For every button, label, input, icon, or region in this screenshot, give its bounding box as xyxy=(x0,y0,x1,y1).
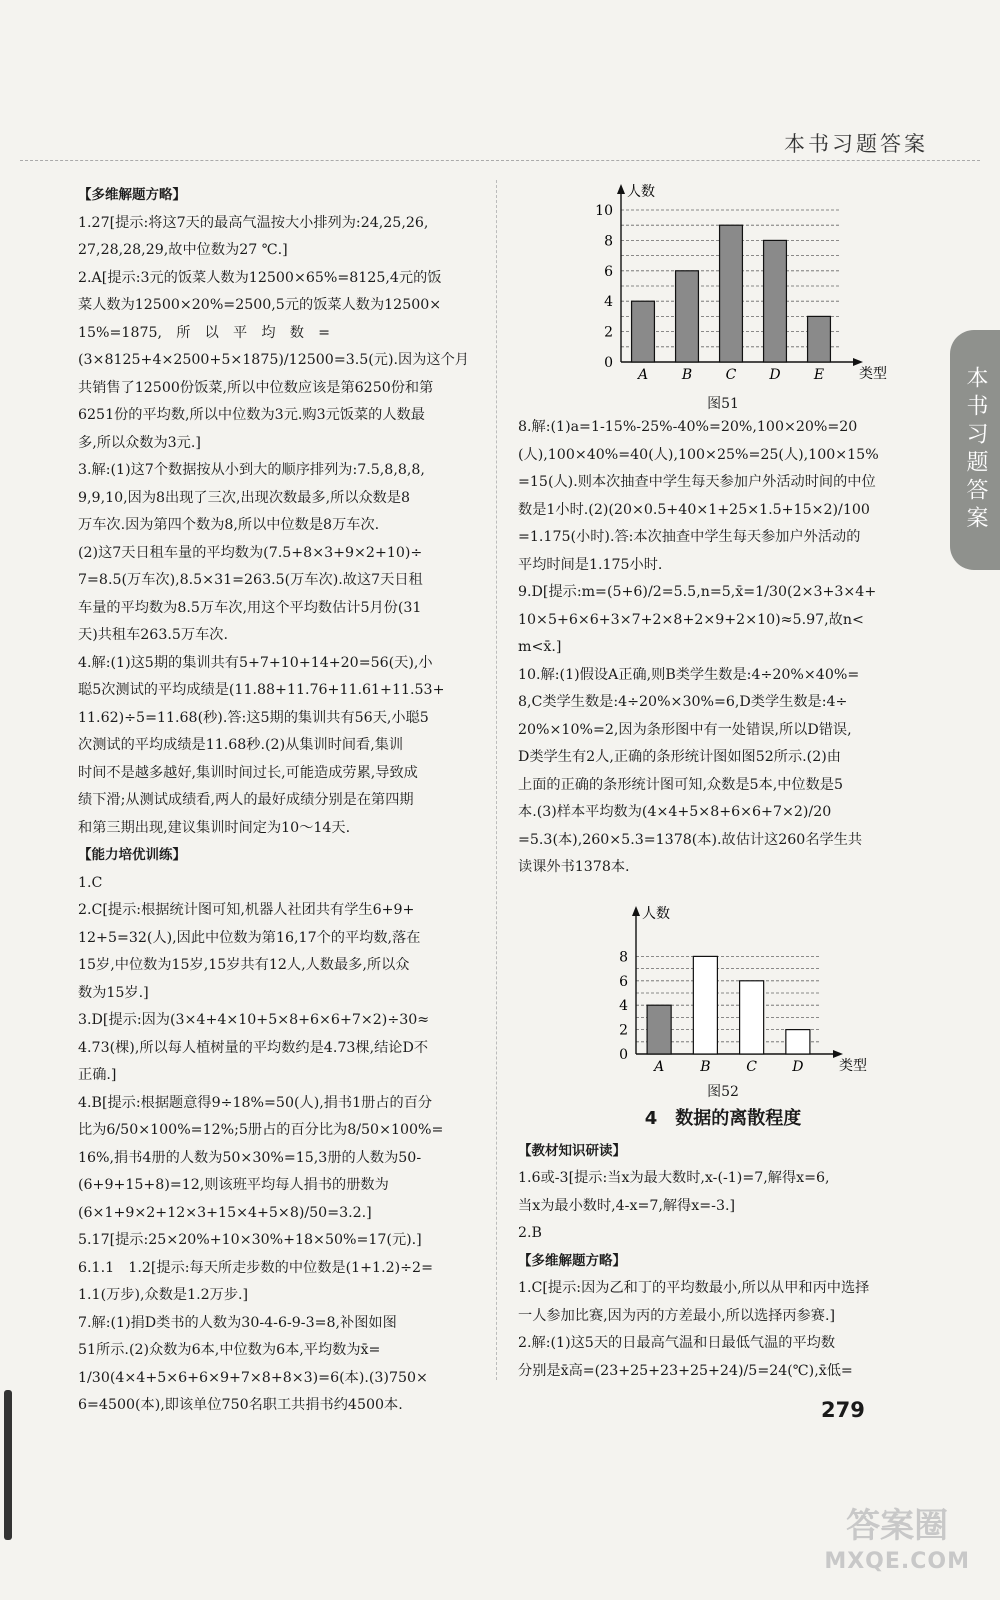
answer-line: 6251份的平均数,所以中位数为3元.购3元饭菜的人数最 xyxy=(78,407,425,423)
answer-line: 本.(3)样本平均数为(4×4+5×8+6×6+7×2)/20 xyxy=(518,804,832,820)
answer-line: 20%×10%=2,因为条形图中有一处错误,所以D错误, xyxy=(518,721,852,738)
answer-line: 时间不是越多越好,集训时间过长,可能造成劳累,导致成 xyxy=(78,764,418,781)
bar xyxy=(720,225,743,362)
answer-line: 11.62)÷5=11.68(秒).答:这5期的集训共有56天,小聪5 xyxy=(78,709,429,726)
answer-line: 读课外书1378本. xyxy=(518,859,630,875)
answer-line: 2.C[提示:根据统计图可知,机器人社团共有学生6+9+ xyxy=(78,902,415,918)
x-tick-label: A xyxy=(654,1058,665,1075)
section-heading: 【能力培优训练】 xyxy=(78,847,186,863)
bar xyxy=(786,1029,810,1053)
answer-line: D类学生有2人,正确的条形统计图如图52所示.(2)由 xyxy=(518,749,841,765)
answer-line: =15(人).则本次抽查中学生每天参加户外活动时间的中位 xyxy=(518,474,876,490)
answer-line: 3.解:(1)这7个数据按从小到大的顺序排列为:7.5,8,8,8, xyxy=(78,462,425,478)
answer-line: 菜人数为12500×20%=2500,5元的饭菜人数为12500× xyxy=(78,297,442,313)
left-column xyxy=(78,182,483,1420)
answer-line: (3×8125+4×2500+5×1875)/12500=3.5(元).因为这个月 xyxy=(78,352,469,368)
answer-line: 万车次.因为第四个数为8,所以中位数是8万车次. xyxy=(78,517,380,533)
bar xyxy=(740,980,764,1053)
section-heading: 【教材知识研读】 xyxy=(518,1142,626,1159)
answer-line: =5.3(本),260×5.3=1378(本).故估计这260名学生共 xyxy=(518,831,863,848)
watermark xyxy=(824,1508,970,1580)
x-axis-arrow xyxy=(833,1050,843,1058)
answer-line: 4.73(棵),所以每人植树量的平均数约是4.73棵,结论D不 xyxy=(78,1039,429,1056)
bar xyxy=(764,240,787,362)
answer-line: 12+5=32(人),因此中位数为第16,17个的平均数,落在 xyxy=(78,929,421,946)
answer-line: 4.B[提示:根据题意得9÷18%=50(人),捐书1册占的百分 xyxy=(78,1094,433,1111)
y-tick-label: 6 xyxy=(619,973,628,990)
y-axis-arrow xyxy=(632,906,640,916)
answer-line: 3.D[提示:因为(3×4+4×10+5×8+6×6+7×2)÷30≈ xyxy=(78,1012,430,1028)
section-heading: 【多维解题方略】 xyxy=(78,187,186,203)
y-tick-label: 0 xyxy=(604,355,613,371)
lesson-title: 4 数据的离散程度 xyxy=(644,1107,802,1129)
answer-line: 1/30(4×4+5×6+6×9+7×8+8×3)=6(本).(3)750× xyxy=(78,1369,428,1386)
answer-line: 15岁,中位数为15岁,15岁共有12人,人数最多,所以众 xyxy=(78,957,410,973)
answer-line: 9,9,10,因为8出现了三次,出现次数最多,所以众数是8 xyxy=(78,489,411,506)
answer-line: 6=4500(本),即该单位750名职工共捐书约4500本. xyxy=(78,1397,403,1413)
answer-line: 8,C类学生数是:4÷20%×30%=6,D类学生数是:4÷ xyxy=(518,694,848,710)
answer-line: 多,所以众数为3元.] xyxy=(78,434,201,451)
x-axis-arrow xyxy=(853,358,863,366)
answer-line: (2)这7天日租车量的平均数为(7.5+8×3+9×2+10)÷ xyxy=(78,544,423,561)
right-answers-a xyxy=(518,414,928,882)
answer-line: 绩下滑;从测试成绩看,两人的最好成绩分别是在第四期 xyxy=(78,792,414,808)
answer-line: 1.27[提示:将这7天的最高气温按大小排列为:24,25,26, xyxy=(78,214,429,231)
answer-line: (人),100×40%=40(人),100×25%=25(人),100×15% xyxy=(518,446,879,463)
bar-chart-fig51 xyxy=(573,182,887,394)
answer-line: (6×1+9×2+12×3+15×4+5×8)/50=3.2.] xyxy=(78,1204,372,1221)
y-tick-label: 10 xyxy=(595,203,613,219)
x-tick-label: B xyxy=(700,1058,711,1075)
y-axis-label: 人数 xyxy=(642,905,670,922)
answer-line: 2.B xyxy=(518,1225,542,1241)
answer-line: 当x为最小数时,4-x=7,解得x=-3.] xyxy=(518,1197,736,1214)
right-column xyxy=(518,182,928,1385)
answer-line: 和第三期出现,建议集训时间定为10～14天. xyxy=(78,819,351,836)
right-answers-b xyxy=(518,1138,928,1386)
answer-line: 上面的正确的条形统计图可知,众数是5本,中位数是5 xyxy=(518,776,844,793)
answer-line: 1.6或-3[提示:当x为最大数时,x-(-1)=7,解得x=6, xyxy=(518,1170,830,1186)
side-tab: 本书习题答案 xyxy=(950,330,1000,570)
answer-line: 10×5+6×6+3×7+2×8+2×9+2×10)≈5.97,故n< xyxy=(518,611,864,628)
y-axis-label: 人数 xyxy=(627,184,655,200)
y-tick-label: 2 xyxy=(604,324,613,341)
bar xyxy=(676,271,699,362)
answer-line: 一人参加比赛,因为丙的方差最小,所以选择丙参赛.] xyxy=(518,1307,836,1324)
y-tick-label: 0 xyxy=(619,1046,628,1063)
answer-line: 1.C xyxy=(78,874,103,891)
y-tick-label: 4 xyxy=(619,997,628,1014)
answer-line: 6.1.1 1.2[提示:每天所走步数的中位数是(1+1.2)÷2= xyxy=(78,1259,433,1276)
answer-line: 7.解:(1)捐D类书的人数为30-4-6-9-3=8,补图如图 xyxy=(78,1314,397,1331)
page-number: 279 xyxy=(821,1398,865,1422)
figure-caption-52: 图52 xyxy=(707,1083,739,1100)
answer-line: 次测试的平均成绩是11.68秒.(2)从集训时间看,集训 xyxy=(78,737,404,753)
answer-line: 2.解:(1)这5天的日最高气温和日最低气温的平均数 xyxy=(518,1335,836,1351)
x-tick-label: C xyxy=(746,1058,757,1075)
column-divider xyxy=(496,180,497,1380)
answer-line: 天)共租车263.5万车次. xyxy=(78,627,228,643)
answer-line: 数是1小时.(2)(20×0.5+40×1+25×1.5+15×2)/100 xyxy=(518,501,870,518)
header-divider xyxy=(20,160,980,161)
x-tick-label: E xyxy=(813,367,825,383)
x-tick-label: D xyxy=(769,367,781,383)
x-axis-label: 类型 xyxy=(839,1057,867,1074)
watermark-main: 答案圈 xyxy=(846,1506,949,1546)
section-heading: 【多维解题方略】 xyxy=(518,1252,626,1269)
x-tick-label: C xyxy=(725,367,737,383)
x-tick-label: D xyxy=(792,1058,804,1075)
answer-line: 正确.] xyxy=(78,1067,117,1083)
answer-line: 9.D[提示:m=(5+6)/2=5.5,n=5,x̄=1/30(2×3+3×4+ xyxy=(518,584,877,600)
watermark-sub: MXQE.COM xyxy=(824,1549,970,1574)
bar xyxy=(693,956,717,1054)
answer-line: =1.175(小时).答:本次抽查中学生每天参加户外活动的 xyxy=(518,529,861,545)
answer-line: 1.C[提示:因为乙和丁的平均数最小,所以从甲和丙中选择 xyxy=(518,1280,870,1296)
answer-line: 16%,捐书4册的人数为50×30%=15,3册的人数为50- xyxy=(78,1149,422,1166)
y-axis-arrow xyxy=(617,184,625,194)
answer-line: 8.解:(1)a=1-15%-25%-40%=20%,100×20%=20 xyxy=(518,419,858,435)
answer-line: 分别是x̄高=(23+25+23+25+24)/5=24(℃),x̄低= xyxy=(518,1362,853,1379)
answer-line: 10.解:(1)假设A正确,则B类学生数是:4÷20%×40%= xyxy=(518,666,860,683)
answer-line: 2.A[提示:3元的饭菜人数为12500×65%=8125,4元的饭 xyxy=(78,269,442,286)
y-tick-label: 4 xyxy=(604,294,613,311)
y-tick-label: 8 xyxy=(604,233,613,250)
answer-line: m<x̄.] xyxy=(518,639,562,655)
y-tick-label: 2 xyxy=(619,1022,628,1039)
answer-line: 聪5次测试的平均成绩是(11.88+11.76+11.61+11.53+ xyxy=(78,682,445,698)
y-tick-label: 8 xyxy=(619,948,628,965)
answer-line: (6+9+15+8)=12,则该班平均每人捐书的册数为 xyxy=(78,1177,389,1193)
bar xyxy=(647,1005,671,1054)
answer-line: 1.1(万步),众数是1.2万步.] xyxy=(78,1287,249,1303)
x-axis-label: 类型 xyxy=(859,366,887,382)
answer-line: 4.解:(1)这5期的集训共有5+7+10+14+20=56(天),小 xyxy=(78,654,433,671)
figure-caption-51: 图51 xyxy=(707,396,739,412)
bar xyxy=(808,316,831,362)
answer-line: 7=8.5(万车次),8.5×31=263.5(万车次).故这7天日租 xyxy=(78,572,423,588)
answer-line: 51所示.(2)众数为6本,中位数为6本,平均数为x̄= xyxy=(78,1342,381,1358)
page-edge-shadow xyxy=(4,1390,12,1540)
header-title: 本书习题答案 xyxy=(784,132,928,156)
y-tick-label: 6 xyxy=(604,263,613,280)
bar-chart-fig52 xyxy=(588,882,867,1082)
bar xyxy=(632,301,655,362)
answer-line: 比为6/50×100%=12%;5册占的百分比为8/50×100%= xyxy=(78,1122,444,1138)
answer-line: 共销售了12500份饭菜,所以中位数应该是第6250份和第 xyxy=(78,379,434,396)
answer-line: 27,28,28,29,故中位数为27 ℃.] xyxy=(78,242,288,258)
answer-line: 车量的平均数为8.5万车次,用这个平均数估计5月份(31 xyxy=(78,599,422,616)
answer-line: 数为15岁.] xyxy=(78,984,149,1001)
x-tick-label: B xyxy=(681,367,693,383)
answer-line: 15%=1875, 所 以 平 均 数 = xyxy=(78,324,330,341)
answer-line: 5.17[提示:25×20%+10×30%+18×50%=17(元).] xyxy=(78,1232,422,1248)
answer-line: 平均时间是1.175小时. xyxy=(518,556,663,573)
x-tick-label: A xyxy=(637,367,649,383)
